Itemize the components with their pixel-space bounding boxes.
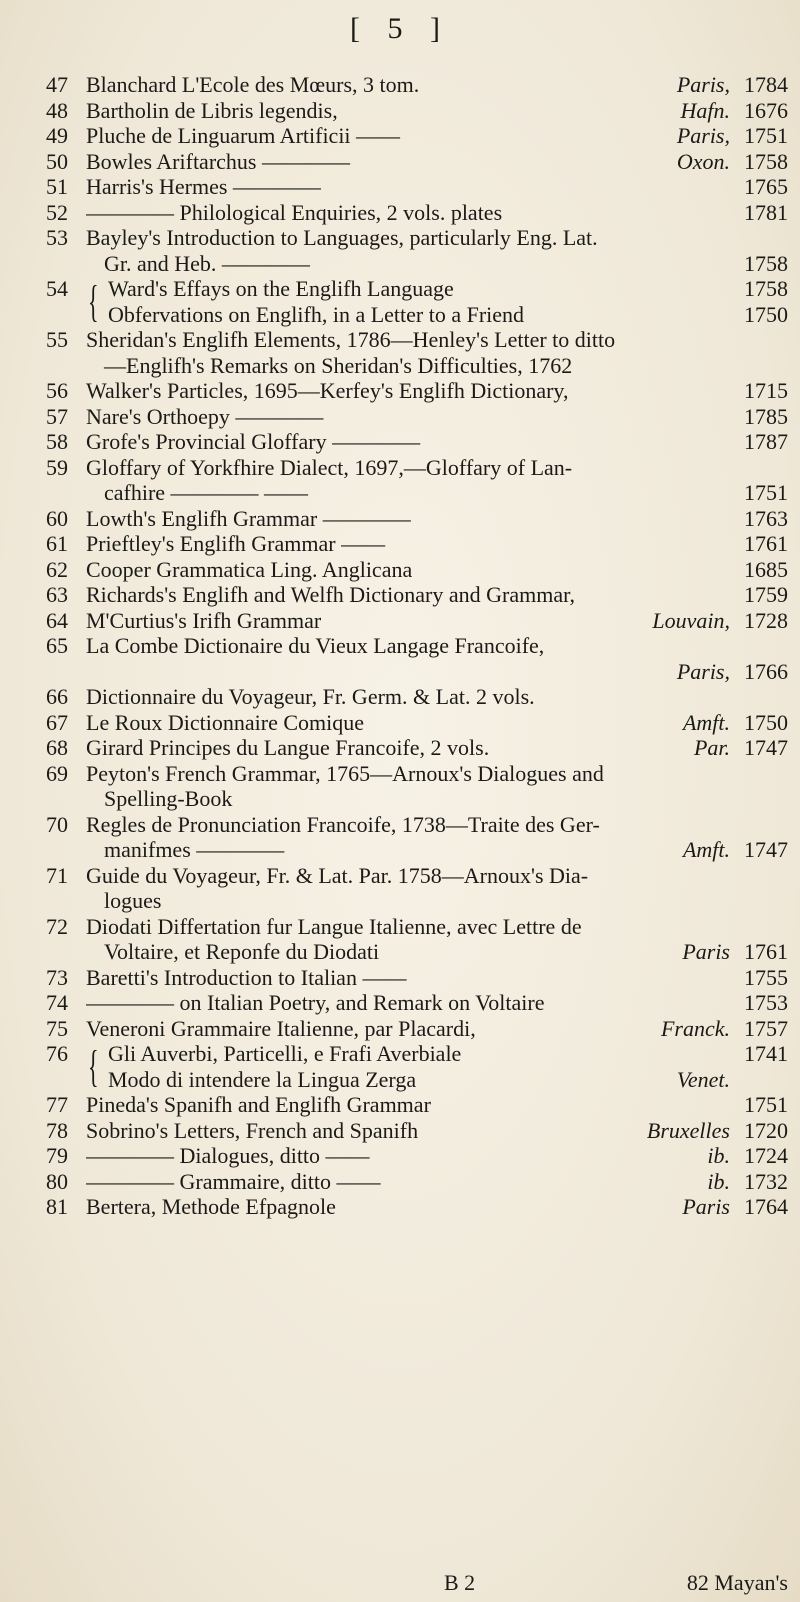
entry-year: 1758 bbox=[744, 148, 788, 174]
list-item-group bbox=[46, 276, 788, 327]
entry-number: 77 bbox=[46, 1092, 68, 1117]
entry-line bbox=[86, 914, 788, 940]
entry-title: Richards's Englifh and Welfh Dictionary and Grammar, bbox=[86, 582, 576, 607]
entry-line bbox=[86, 761, 788, 787]
entry-year: 1765 bbox=[744, 174, 788, 199]
entry-line bbox=[86, 863, 788, 889]
entry-number: 67 bbox=[46, 709, 68, 735]
entry-line bbox=[108, 1067, 788, 1093]
entry-year: 1732 bbox=[744, 1168, 788, 1194]
entry-place: Venet. bbox=[676, 1066, 730, 1092]
entry-title: Harris's Hermes ———— bbox=[86, 174, 321, 199]
entry-title: Veneroni Grammaire Italienne, par Placardi, bbox=[86, 1015, 476, 1041]
list-item bbox=[46, 1016, 788, 1042]
entry-title: Bayley's Introduction to Languages, particularly Eng. Lat. bbox=[86, 225, 598, 250]
entry-title: Modo di intendere la Lingua Zerga bbox=[108, 1066, 417, 1092]
entry-title: Lowth's Englifh Grammar ———— bbox=[86, 505, 411, 531]
entry-place: Bruxelles bbox=[646, 1117, 730, 1143]
entry-number: 66 bbox=[46, 684, 68, 709]
entry-number: 62 bbox=[46, 556, 68, 582]
entry-number: 70 bbox=[46, 811, 68, 837]
entry-title: M'Curtius's Irifh Grammar bbox=[86, 607, 322, 633]
entry-place: Paris, bbox=[676, 72, 730, 97]
entry-title: Prieftley's Englifh Grammar —— bbox=[86, 531, 386, 556]
entry-number: 63 bbox=[46, 582, 68, 607]
entry-line bbox=[86, 557, 788, 583]
entry-year: 1728 bbox=[744, 607, 788, 633]
entry-title: Sheridan's Englifh Elements, 1786—Henley's Letter to ditto bbox=[86, 327, 616, 352]
entry-title: Walker's Particles, 1695—Kerfey's Englifh Dictionary, bbox=[86, 378, 569, 403]
entry-line bbox=[108, 1041, 788, 1067]
entry-number: 61 bbox=[46, 531, 68, 556]
list-item bbox=[46, 990, 788, 1016]
entry-year: 1781 bbox=[744, 199, 788, 225]
entry-number: 50 bbox=[46, 148, 68, 174]
list-item bbox=[46, 633, 788, 684]
entry-continuation-text: Gr. and Heb. ———— bbox=[104, 250, 310, 276]
entry-title: Girard Principes du Langue Francoife, 2 vols. bbox=[86, 735, 490, 760]
entry-number: 58 bbox=[46, 429, 68, 454]
entry-continuation-text: cafhire ———— —— bbox=[104, 480, 309, 505]
entry-number: 69 bbox=[46, 760, 68, 786]
entry-number: 68 bbox=[46, 735, 68, 760]
entry-continuation bbox=[104, 480, 788, 506]
brace-icon: { bbox=[88, 277, 99, 326]
entry-year: 1766 bbox=[744, 658, 788, 684]
entry-continuation-text: Voltaire, et Reponfe du Diodati bbox=[104, 939, 380, 964]
entry-number: 79 bbox=[46, 1143, 68, 1168]
entry-title: Nare's Orthoepy ———— bbox=[86, 403, 324, 429]
entry-title: Regles de Pronunciation Francoife, 1738—Traite des Ger- bbox=[86, 811, 600, 837]
list-item bbox=[46, 72, 788, 98]
entry-place: ib. bbox=[707, 1168, 730, 1194]
entry-number: 81 bbox=[46, 1194, 68, 1219]
entry-year: 1747 bbox=[744, 735, 788, 760]
entry-number: 51 bbox=[46, 174, 68, 199]
list-item bbox=[46, 123, 788, 149]
entry-place: ib. bbox=[707, 1143, 730, 1168]
entry-year: 1787 bbox=[744, 429, 788, 454]
entry-title: Grofe's Provincial Gloffary ———— bbox=[86, 429, 421, 454]
entry-place: Franck. bbox=[660, 1015, 730, 1041]
entry-year: 1676 bbox=[744, 97, 788, 123]
entry-title: Sobrino's Letters, French and Spanifh bbox=[86, 1117, 419, 1143]
entry-number: 64 bbox=[46, 607, 68, 633]
list-item bbox=[46, 582, 788, 608]
entry-line bbox=[86, 123, 788, 149]
entry-line bbox=[86, 990, 788, 1016]
entry-number: 59 bbox=[46, 454, 68, 480]
entry-year: 1685 bbox=[744, 556, 788, 582]
entry-line bbox=[86, 98, 788, 124]
entry-year: 1724 bbox=[744, 1143, 788, 1168]
entry-line bbox=[86, 455, 788, 481]
entry-continuation bbox=[104, 837, 788, 863]
entry-number: 48 bbox=[46, 97, 68, 123]
entry-line bbox=[86, 684, 788, 710]
list-item bbox=[46, 378, 788, 404]
entry-number: 75 bbox=[46, 1015, 68, 1041]
entry-place: Paris, bbox=[676, 658, 730, 684]
entry-year: 1761 bbox=[744, 939, 788, 964]
entry-year: 1758 bbox=[744, 276, 788, 301]
entry-title: Blanchard L'Ecole des Mœurs, 3 tom. bbox=[86, 72, 420, 97]
entry-line bbox=[86, 174, 788, 200]
entry-number: 57 bbox=[46, 403, 68, 429]
entry-title: Baretti's Introduction to Italian —— bbox=[86, 964, 407, 990]
entry-number: 74 bbox=[46, 990, 68, 1015]
entry-continuation-text bbox=[104, 659, 640, 685]
entry-title: Gloffary of Yorkfhire Dialect, 1697,—Gloffary of Lan- bbox=[86, 454, 573, 480]
entry-place: Paris, bbox=[676, 123, 730, 148]
list-item bbox=[46, 1118, 788, 1144]
entry-year: 1757 bbox=[744, 1015, 788, 1041]
entry-continuation bbox=[104, 353, 788, 379]
entry-year: 1764 bbox=[744, 1194, 788, 1219]
entry-title: Dictionnaire du Voyageur, Fr. Germ. & Lat. 2 vols. bbox=[86, 684, 535, 709]
entry-line bbox=[86, 429, 788, 455]
entry-year: 1758 bbox=[744, 250, 788, 276]
entry-title: Gli Auverbi, Particelli, e Frafi Averbiale bbox=[108, 1041, 462, 1066]
entry-title: Guide du Voyageur, Fr. & Lat. Par. 1758—Arnoux's Dia- bbox=[86, 862, 589, 888]
entry-number: 72 bbox=[46, 913, 68, 939]
entry-line bbox=[86, 72, 788, 98]
entry-year: 1759 bbox=[744, 582, 788, 607]
entry-title: Bartholin de Libris legendis, bbox=[86, 97, 338, 123]
entry-number: 49 bbox=[46, 123, 68, 148]
list-item bbox=[46, 225, 788, 276]
entry-title: ———— Philological Enquiries, 2 vols. plates bbox=[86, 199, 503, 225]
entry-line bbox=[86, 633, 788, 659]
list-item bbox=[46, 812, 788, 863]
list-item bbox=[46, 914, 788, 965]
list-item bbox=[46, 1194, 788, 1220]
list-item bbox=[46, 684, 788, 710]
entry-line bbox=[86, 608, 788, 634]
signature-mark: B 2 bbox=[444, 1570, 476, 1595]
list-item bbox=[46, 1169, 788, 1195]
entry-line bbox=[86, 149, 788, 175]
entry-line bbox=[86, 200, 788, 226]
entry-place: Louvain, bbox=[652, 607, 730, 633]
entry-place: Paris bbox=[682, 1194, 730, 1219]
entry-title: ———— Grammaire, ditto —— bbox=[86, 1168, 381, 1194]
entry-year: 1751 bbox=[744, 480, 788, 505]
list-item bbox=[46, 506, 788, 532]
entry-line bbox=[86, 1143, 788, 1169]
entry-number: 78 bbox=[46, 1117, 68, 1143]
entry-number: 60 bbox=[46, 505, 68, 531]
entry-line bbox=[86, 506, 788, 532]
list-item bbox=[46, 531, 788, 557]
entry-continuation-text: logues bbox=[104, 888, 162, 913]
entry-year: 1751 bbox=[744, 123, 788, 148]
entry-year: 1753 bbox=[744, 990, 788, 1015]
entry-continuation-text: manifmes ———— bbox=[104, 837, 285, 862]
entry-number: 54 bbox=[46, 276, 68, 301]
entry-number: 73 bbox=[46, 964, 68, 990]
entry-line bbox=[86, 327, 788, 353]
list-item bbox=[46, 404, 788, 430]
entry-continuation bbox=[104, 939, 788, 965]
entry-line bbox=[86, 710, 788, 736]
entry-year: 1751 bbox=[744, 1092, 788, 1117]
list-item bbox=[46, 174, 788, 200]
catchword: 82 Mayan's bbox=[686, 1570, 788, 1595]
entry-line bbox=[86, 965, 788, 991]
entry-number: 47 bbox=[46, 72, 68, 97]
list-item bbox=[46, 965, 788, 991]
list-item bbox=[46, 1143, 788, 1169]
entry-year: 1750 bbox=[744, 709, 788, 735]
list-item bbox=[46, 608, 788, 634]
entry-year: 1741 bbox=[744, 1041, 788, 1066]
list-item bbox=[46, 1092, 788, 1118]
entry-title: Le Roux Dictionnaire Comique bbox=[86, 709, 364, 735]
entry-line bbox=[86, 735, 788, 761]
entry-title: ———— on Italian Poetry, and Remark on Voltaire bbox=[86, 990, 545, 1015]
entry-title: Bowles Ariftarchus ———— bbox=[86, 148, 350, 174]
entry-number: 55 bbox=[46, 327, 68, 352]
entry-number: 80 bbox=[46, 1168, 68, 1194]
entry-line bbox=[86, 404, 788, 430]
entry-title: La Combe Dictionaire du Vieux Langage Francoife, bbox=[86, 633, 545, 658]
list-item bbox=[46, 327, 788, 378]
entry-place: Oxon. bbox=[676, 148, 730, 174]
entry-title: Obfervations on Englifh, in a Letter to a Friend bbox=[108, 301, 525, 327]
list-item bbox=[46, 710, 788, 736]
entry-line bbox=[86, 225, 788, 251]
entry-year: 1785 bbox=[744, 403, 788, 429]
entry-year: 1755 bbox=[744, 964, 788, 990]
entry-line bbox=[86, 1118, 788, 1144]
entry-continuation bbox=[104, 659, 788, 685]
list-item bbox=[46, 735, 788, 761]
entry-continuation bbox=[104, 251, 788, 277]
entry-place: Amft. bbox=[682, 837, 730, 862]
entry-year: 1747 bbox=[744, 837, 788, 862]
list-item bbox=[46, 149, 788, 175]
entry-year: 1750 bbox=[744, 301, 788, 327]
entry-place: Paris bbox=[682, 939, 730, 964]
entry-line bbox=[86, 1016, 788, 1042]
entry-place: Amft. bbox=[682, 709, 730, 735]
entry-year: 1763 bbox=[744, 505, 788, 531]
entry-line bbox=[108, 276, 788, 302]
entry-number: 76 bbox=[46, 1041, 68, 1066]
entry-place: Hafn. bbox=[680, 97, 730, 123]
catalogue-list bbox=[46, 72, 788, 1220]
entry-line bbox=[86, 582, 788, 608]
entry-number: 65 bbox=[46, 633, 68, 658]
entry-number: 71 bbox=[46, 862, 68, 888]
list-item bbox=[46, 200, 788, 226]
list-item bbox=[46, 557, 788, 583]
entry-place: Par. bbox=[693, 735, 730, 760]
entry-line bbox=[86, 531, 788, 557]
entry-title: Cooper Grammatica Ling. Anglicana bbox=[86, 556, 413, 582]
list-item bbox=[46, 429, 788, 455]
entry-line bbox=[86, 1194, 788, 1220]
entry-title: Ward's Effays on the Englifh Language bbox=[108, 276, 454, 301]
entry-year: 1715 bbox=[744, 378, 788, 403]
entry-year: 1761 bbox=[744, 531, 788, 556]
entry-title: ———— Dialogues, ditto —— bbox=[86, 1143, 370, 1168]
list-item bbox=[46, 863, 788, 914]
entry-title: Bertera, Methode Efpagnole bbox=[86, 1194, 336, 1219]
entry-title: Pluche de Linguarum Artificii —— bbox=[86, 123, 401, 148]
page-header: [ 5 ] bbox=[350, 12, 450, 45]
entry-line bbox=[108, 302, 788, 328]
entry-title: Peyton's French Grammar, 1765—Arnoux's Dialogues and bbox=[86, 760, 604, 786]
entry-number: 52 bbox=[46, 199, 68, 225]
entry-year bbox=[730, 1067, 788, 1093]
list-item bbox=[46, 455, 788, 506]
list-item bbox=[46, 761, 788, 812]
entry-line bbox=[86, 1092, 788, 1118]
entry-continuation-text: —Englifh's Remarks on Sheridan's Difficulties, 1762 bbox=[104, 352, 573, 378]
brace-icon: { bbox=[88, 1042, 99, 1091]
entry-continuation-text: Spelling-Book bbox=[104, 786, 233, 811]
entry-line bbox=[86, 812, 788, 838]
entry-number: 56 bbox=[46, 378, 68, 403]
entry-year: 1784 bbox=[744, 72, 788, 97]
entry-year: 1720 bbox=[744, 1117, 788, 1143]
entry-number: 53 bbox=[46, 225, 68, 250]
list-item bbox=[46, 98, 788, 124]
entry-continuation bbox=[104, 786, 788, 812]
entry-title: Pineda's Spanifh and Englifh Grammar bbox=[86, 1092, 431, 1117]
entry-title: Diodati Differtation fur Langue Italienne, avec Lettre de bbox=[86, 913, 582, 939]
list-item-group bbox=[46, 1041, 788, 1092]
entry-line bbox=[86, 1169, 788, 1195]
entry-continuation bbox=[104, 888, 788, 914]
entry-line bbox=[86, 378, 788, 404]
